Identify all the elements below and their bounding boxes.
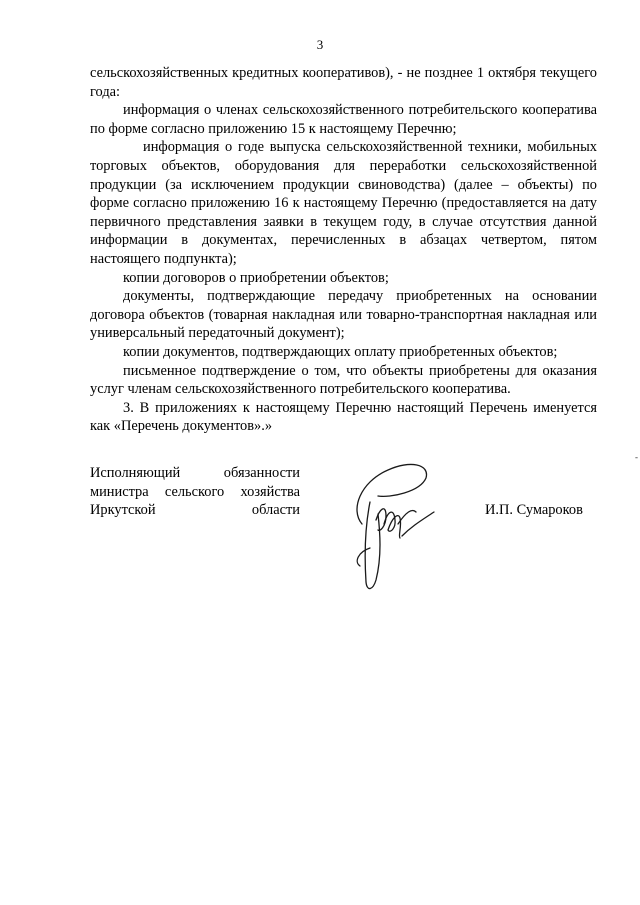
- signatory-title: [90, 464, 300, 520]
- paragraph: документы, подтверждающие передачу приобретенных на основании договора объектов (товарная накладная или товарно-транспортная накладная или универсальный передаточный документ);: [90, 288, 597, 342]
- signatory-title-line: Иркутской области: [90, 502, 300, 519]
- paragraph: 3. В приложениях к настоящему Перечню настоящий Перечень именуется как «Перечень документов».»: [90, 399, 597, 435]
- paragraph: письменное подтверждение о том, что объекты приобретены для оказания услуг членам сельскохозяйственного потребительского кооператива.: [90, 362, 597, 398]
- signatory-name: И.П. Сумароков: [485, 502, 583, 518]
- signatory-title-line: министра сельского хозяйства: [90, 483, 300, 500]
- body-text: [90, 64, 597, 436]
- handwritten-signature: [340, 452, 450, 597]
- paragraph: информация о членах сельскохозяйственного потребительского кооператива по форме согласно приложению 15 к настоящему Перечню;: [90, 102, 597, 137]
- paragraph: сельскохозяйственных кредитных кооперативов), - не позднее 1 октября текущего года:: [90, 65, 597, 100]
- page-number: 3: [316, 37, 324, 52]
- paragraph: копии документов, подтверждающих оплату приобретенных объектов;: [123, 343, 558, 360]
- edge-mark: -: [635, 452, 638, 462]
- paragraph: копии договоров о приобретении объектов;: [123, 269, 389, 286]
- signatory-title-line: Исполняющий обязанности: [90, 465, 300, 481]
- paragraph: информация о годе выпуска сельскохозяйственной техники, мобильных торговых объектов, оборудования для переработки сельскохозяйственной продукции (за исключением продукции свиноводства) (далее – объекты) по форме согласно приложению 16 к настоящему Перечню (предоставляется на дату первичного представления заявки в текущем году, в случае отсутствия данной информации в документах, перечисленных в абзацах четвертом, пятом настоящего подпункта);: [90, 139, 597, 267]
